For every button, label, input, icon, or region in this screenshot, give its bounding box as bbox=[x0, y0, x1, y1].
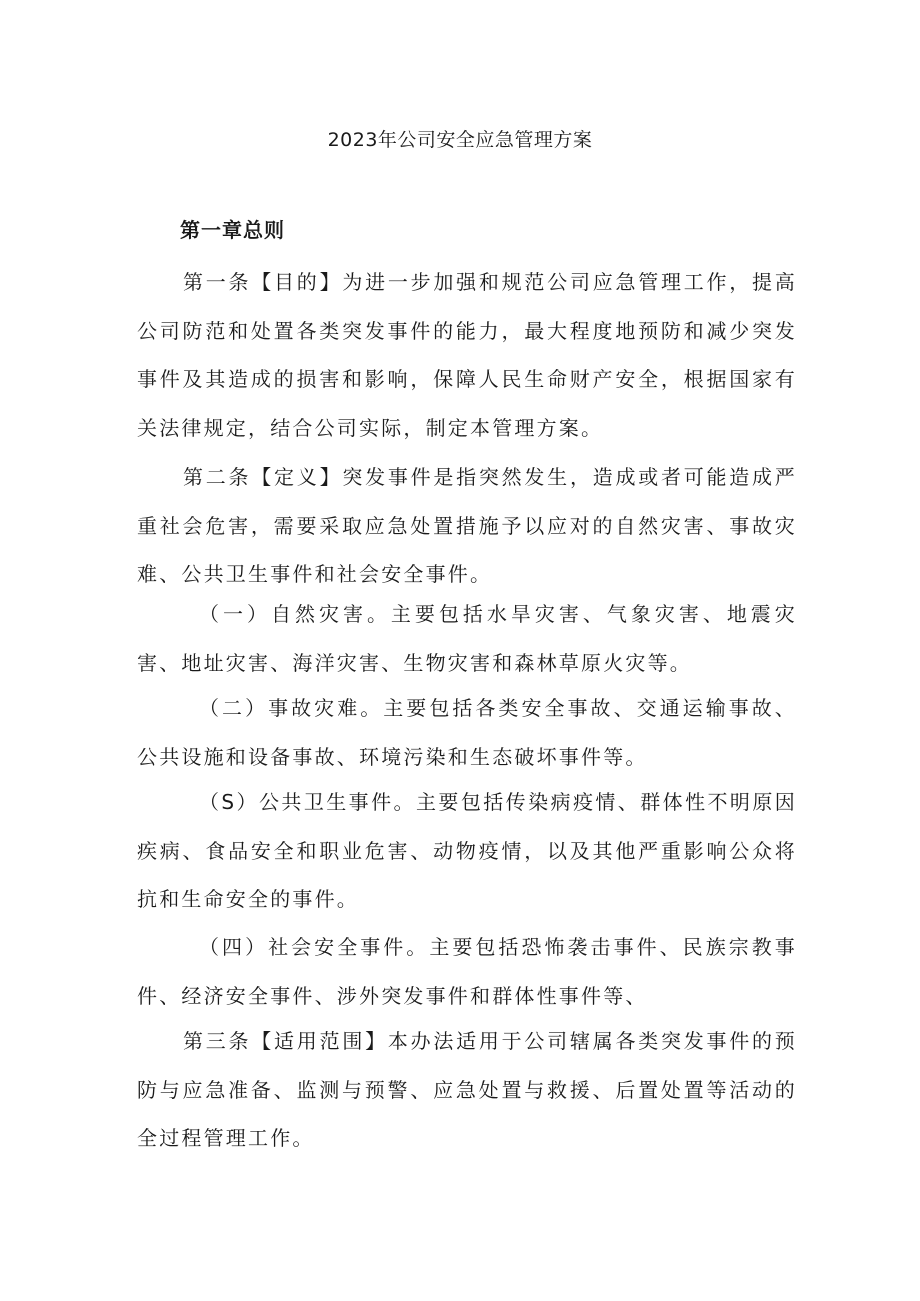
item-public-health: （S）公共卫生事件。主要包括传染病疫情、群体性不明原因疾病、食品安全和职业危害、动物疫情，以及其他严重影响公众将抗和生命安全的事件。 bbox=[137, 790, 797, 911]
article-1-purpose: 第一条【目的】为进一步加强和规范公司应急管理工作，提高公司防范和处置各类突发事件的能力，最大程度地预防和减少突发事件及其造成的损害和影响，保障人民生命财产安全，根据国家有关法律规定，结合公司实际，制定本管理方案。 bbox=[137, 270, 797, 440]
document-title: 2023年公司安全应急管理方案 bbox=[327, 129, 593, 151]
item-social-security: （四）社会安全事件。主要包括恐怖袭击事件、民族宗教事件、经济安全事件、涉外突发事件和群体性事件等、 bbox=[137, 935, 797, 1008]
article-3-scope: 第三条【适用范围】本办法适用于公司辖属各类突发事件的预防与应急准备、监测与预警、应急处置与救援、后置处置等活动的全过程管理工作。 bbox=[137, 1029, 797, 1150]
item-natural-disasters: （一）自然灾害。主要包括水旱灾害、气象灾害、地震灾害、地址灾害、海洋灾害、生物灾害和森林草原火灾等。 bbox=[137, 602, 797, 675]
item-accidents: （二）事故灾难。主要包括各类安全事故、交通运输事故、公共设施和设备事故、环境污染和生态破坏事件等。 bbox=[137, 696, 797, 769]
chapter-heading: 第一章总则 bbox=[180, 218, 285, 242]
article-2-definition: 第二条【定义】突发事件是指突然发生，造成或者可能造成严重社会危害，需要采取应急处置措施予以应对的自然灾害、事故灾难、公共卫生事件和社会安全事件。 bbox=[137, 465, 797, 586]
